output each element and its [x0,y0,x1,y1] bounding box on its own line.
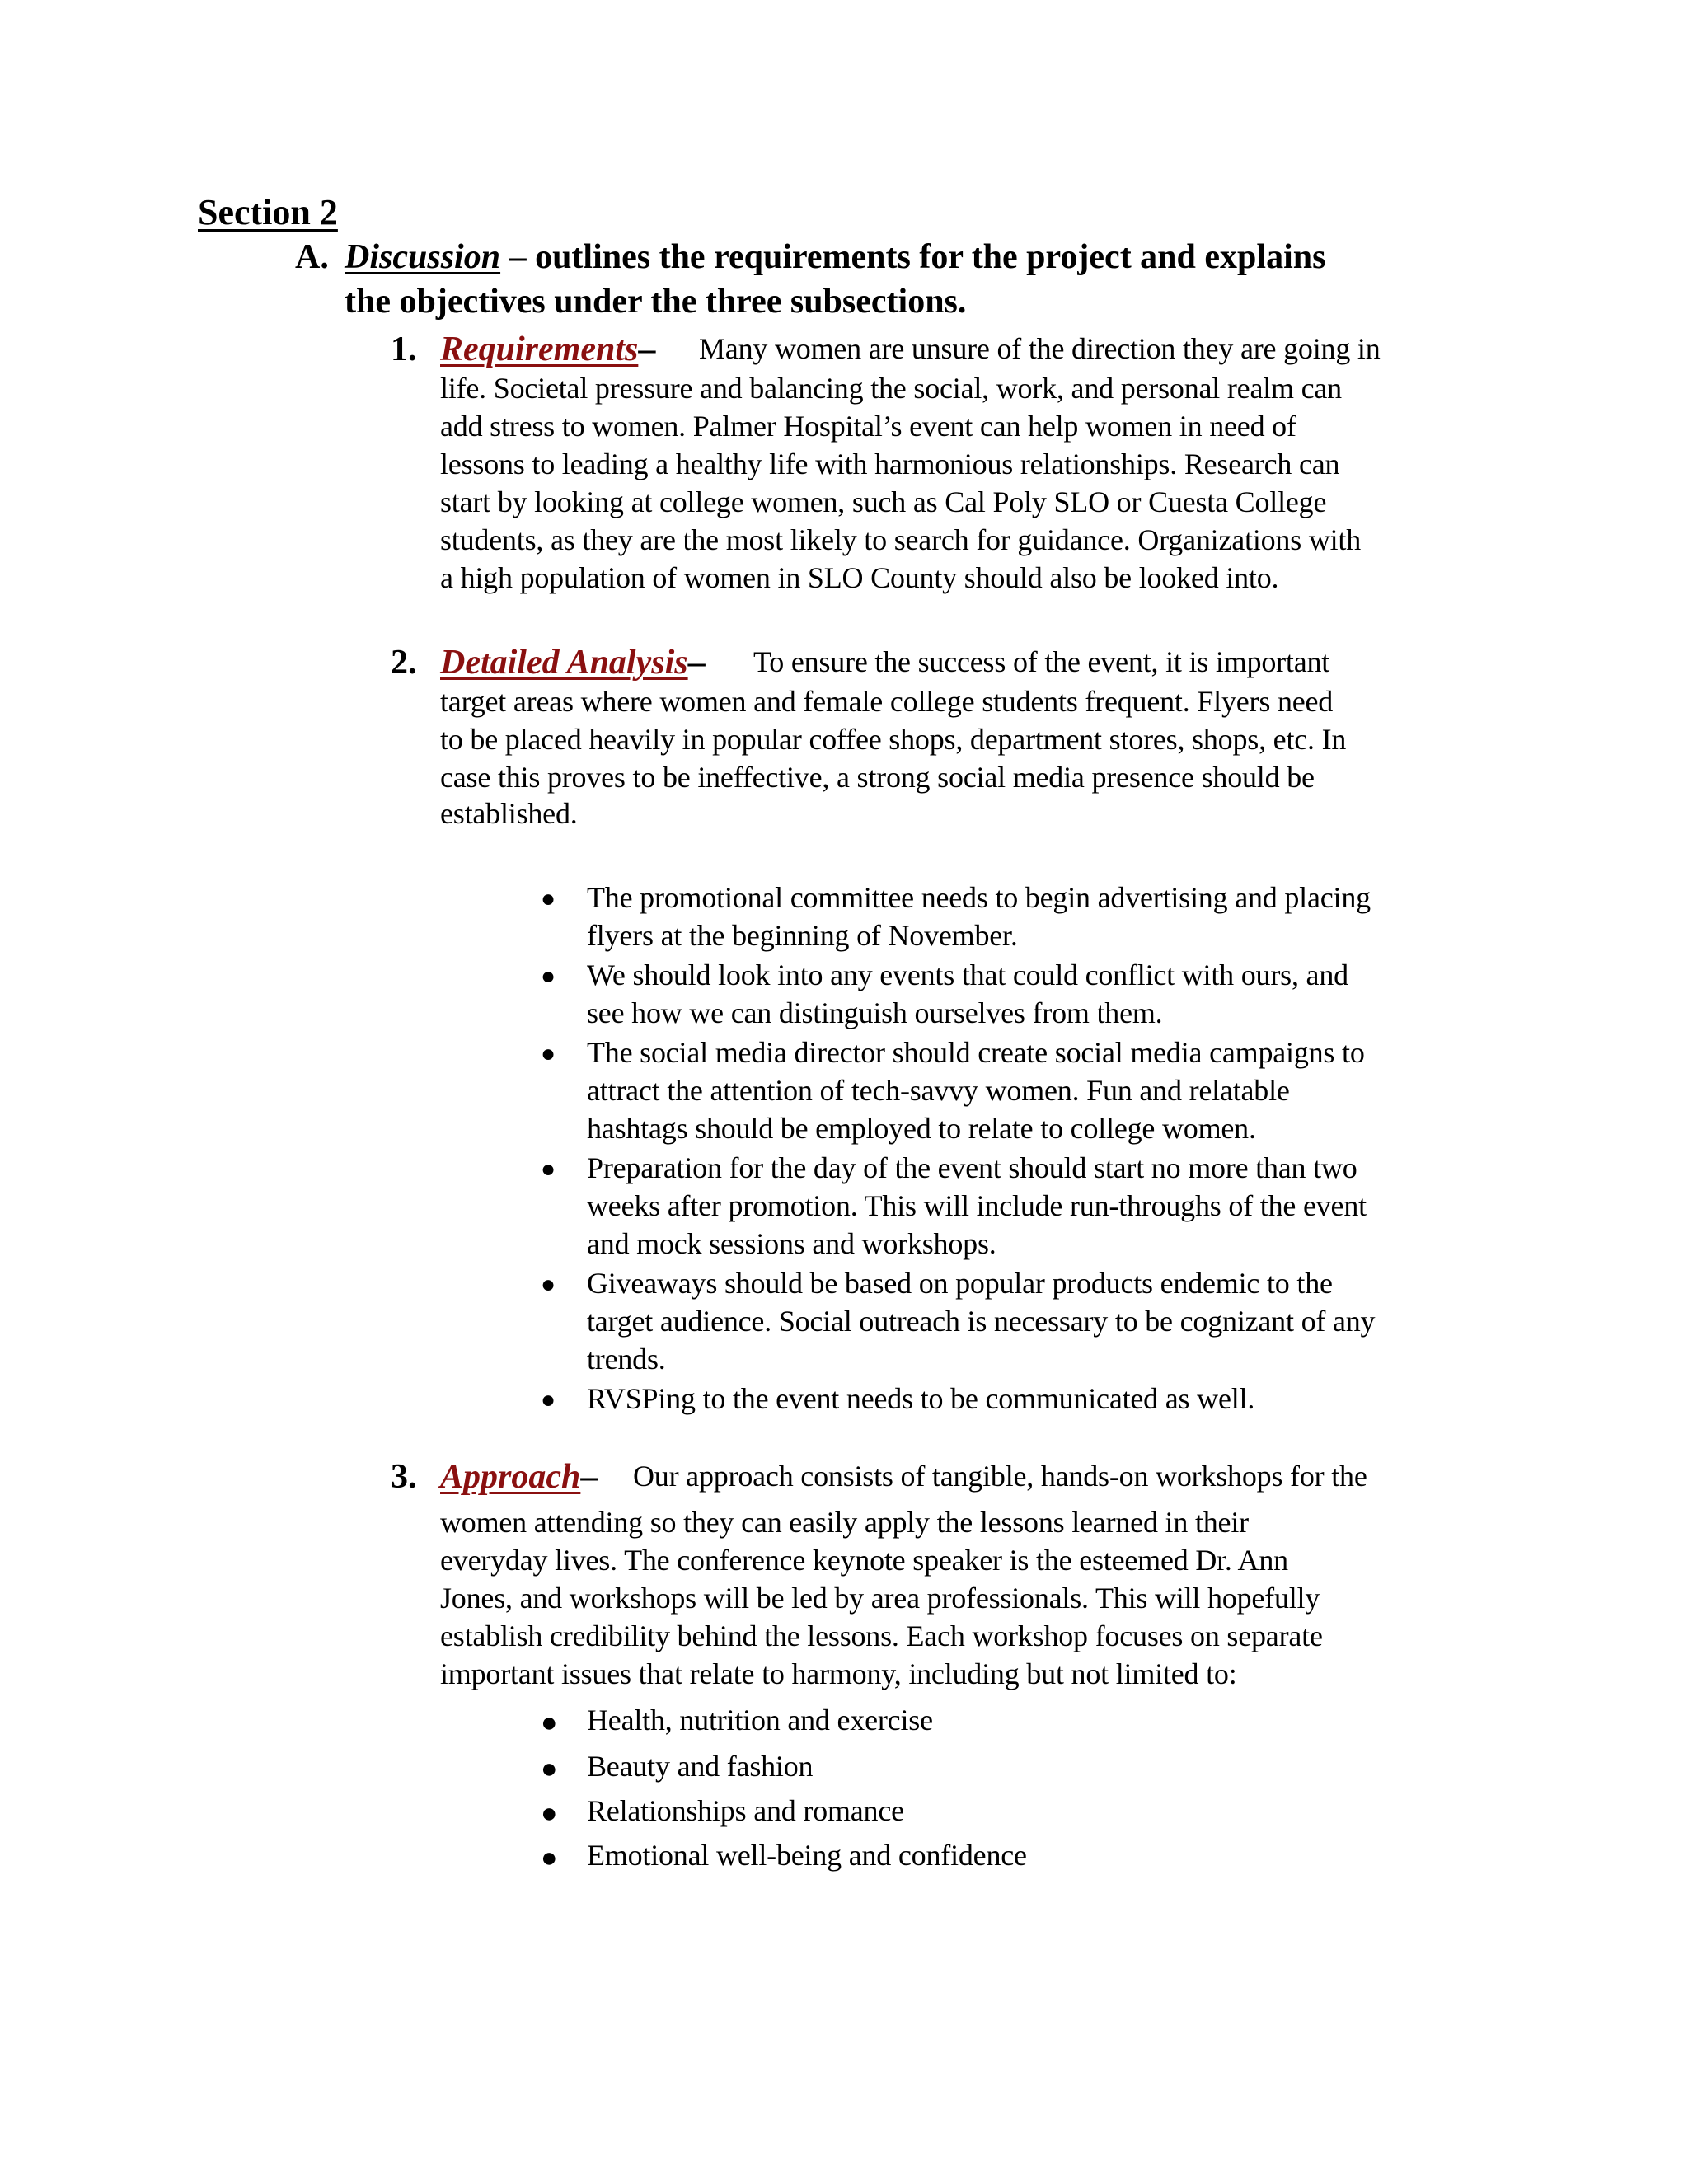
item-3-line: Jones, and workshops will be led by area professionals. This will hopefully [440,1582,1320,1615]
item-2-bullet-line: trends. [587,1343,666,1376]
item-2-bullet-line: see how we can distinguish ourselves from them. [587,996,1163,1029]
item-1-line: add stress to women. Palmer Hospital’s event can help women in need of [440,410,1296,443]
item-2-line: To ensure the success of the event, it is important [753,645,1330,678]
item-1-line: students, as they are the most likely to search for guidance. Organizations with [440,523,1362,556]
part-a-description: – outlines the requirements for the project and explains [500,238,1326,276]
bullet-icon: ● [541,963,556,990]
item-2-bullet-line: hashtags should be employed to relate to college women. [587,1112,1256,1145]
item-2-line: to be placed heavily in popular coffee shops, department stores, shops, etc. In [440,723,1347,756]
item-1-line: life. Societal pressure and balancing the social, work, and personal realm can [440,372,1342,405]
item-2-bullet-line: Giveaways should be based on popular products endemic to the [587,1267,1333,1300]
bullet-icon: ● [541,1754,558,1784]
item-3-line: women attending so they can easily apply the lessons learned in their [440,1506,1249,1539]
item-1-heading [440,330,655,369]
part-a-heading [295,237,1325,277]
item-1-dash: – [638,330,656,368]
bullet-icon: ● [541,1386,556,1413]
item-2-number: 2. [391,644,417,682]
item-1-line: a high population of women in SLO County should also be looked into. [440,561,1279,594]
part-a-term: Discussion [345,238,501,276]
item-3-bullet: Relationships and romance [587,1794,904,1827]
item-3-line: important issues that relate to harmony, including but not limited to: [440,1657,1237,1690]
item-2-bullet-line: and mock sessions and workshops. [587,1227,996,1260]
bullet-icon: ● [541,1843,558,1873]
bullet-icon: ● [541,1708,558,1738]
item-2-bullet-line: weeks after promotion. This will include run-throughs of the event [587,1189,1367,1222]
item-1-term: Requirements [440,330,639,368]
item-3-bullet: Emotional well-being and confidence [587,1839,1027,1872]
item-2-bullet-line: The promotional committee needs to begin advertising and placing [587,881,1371,914]
item-2-dash: – [687,644,706,682]
item-3-line: everyday lives. The conference keynote speaker is the esteemed Dr. Ann [440,1544,1288,1577]
item-2-term: Detailed Analysis [440,644,688,682]
item-3-dash: – [580,1458,598,1496]
item-3-bullet: Beauty and fashion [587,1750,814,1783]
item-2-bullet-line: attract the attention of tech-savvy women. Fun and relatable [587,1074,1290,1107]
item-2-heading [440,643,706,682]
item-2-bullet-line: RVSPing to the event needs to be communicated as well. [587,1382,1255,1415]
item-1-line: Many women are unsure of the direction they are going in [699,332,1381,365]
item-3-number: 3. [391,1458,417,1496]
item-1-line: lessons to leading a healthy life with harmonious relationships. Research can [440,448,1340,480]
bullet-icon: ● [541,1155,556,1183]
item-2-bullet-line: The social media director should create social media campaigns to [587,1036,1365,1069]
item-2-bullet-line: target audience. Social outreach is necessary to be cognizant of any [587,1305,1376,1338]
item-3-heading [440,1457,598,1497]
item-2-line: target areas where women and female college students frequent. Flyers need [440,685,1334,718]
item-3-line: establish credibility behind the lessons. Each workshop focuses on separate [440,1619,1323,1652]
item-2-bullet-line: Preparation for the day of the event should start no more than two [587,1151,1357,1184]
item-3-term: Approach [440,1458,581,1496]
item-2-line: established. [440,797,578,830]
item-2-bullet-line: flyers at the beginning of November. [587,919,1018,952]
bullet-icon: ● [541,1040,556,1067]
item-3-line: Our approach consists of tangible, hands-on workshops for the [633,1460,1367,1493]
part-a-heading-continued: the objectives under the three subsections. [345,283,967,321]
item-1-number: 1. [391,330,417,368]
item-1-line: start by looking at college women, such as Cal Poly SLO or Cuesta College [440,485,1327,518]
section-title: Section 2 [198,192,338,232]
item-3-bullet: Health, nutrition and exercise [587,1704,933,1736]
part-a-marker: A. [295,238,329,276]
item-2-line: case this proves to be ineffective, a strong social media presence should be [440,761,1315,794]
bullet-icon: ● [541,1798,558,1829]
bullet-icon: ● [541,885,556,912]
bullet-icon: ● [541,1271,556,1298]
item-2-bullet-line: We should look into any events that could conflict with ours, and [587,958,1348,991]
